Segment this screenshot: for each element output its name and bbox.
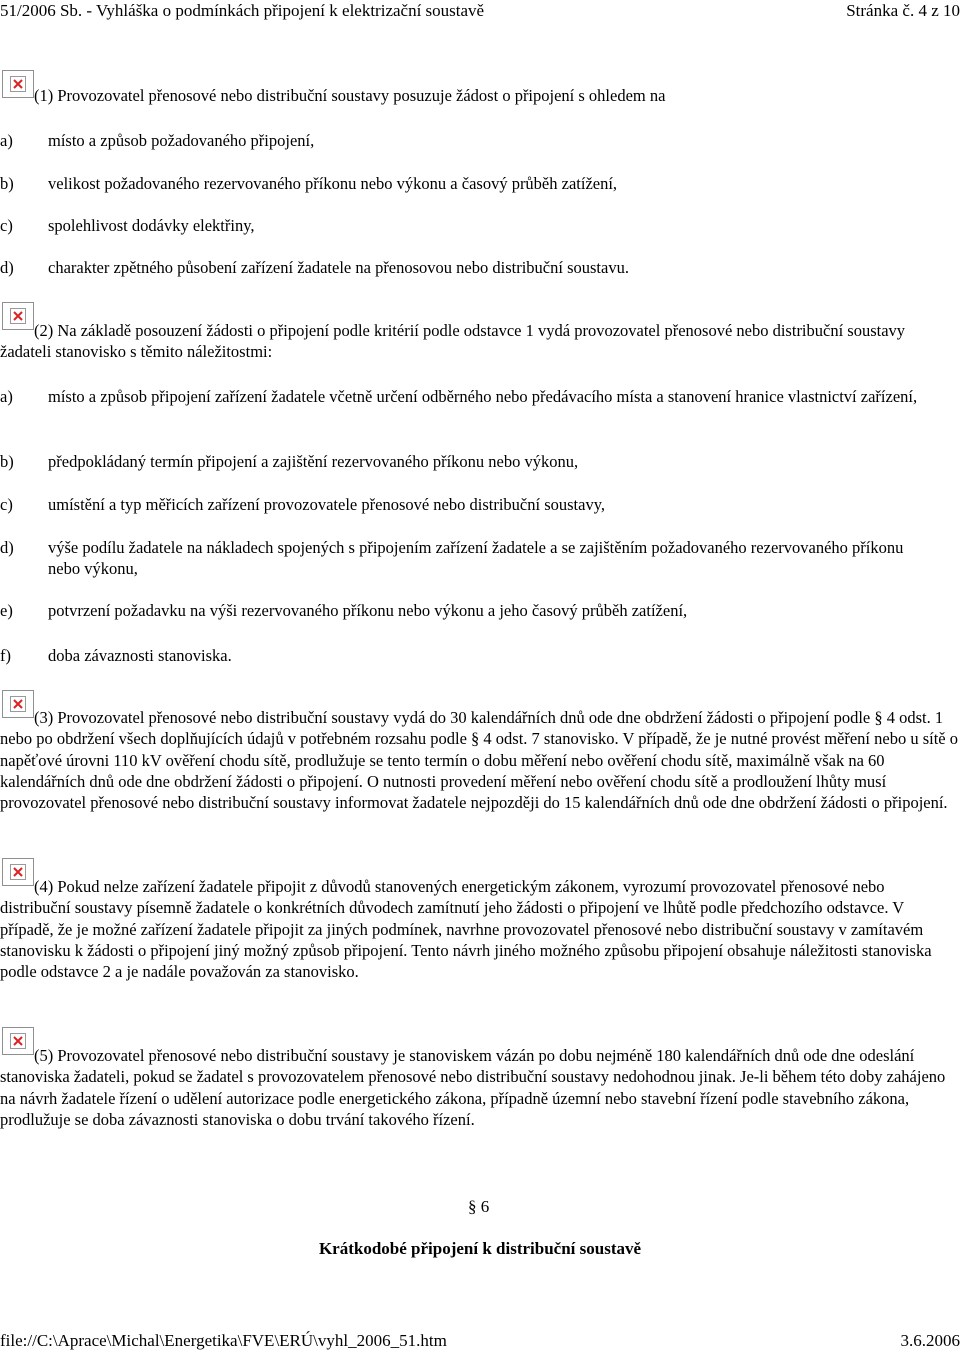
- p1-item-d-text: charakter zpětného působení zařízení žadatele na přenosovou nebo distribuční soustavu.: [48, 258, 629, 277]
- paragraph-1-intro: (1) Provozovatel přenosové nebo distribuční soustavy posuzuje žádost o připojení s ohledem na: [34, 86, 666, 105]
- p2-item-b-label: b): [0, 452, 14, 471]
- paragraph-3: (3) Provozovatel přenosové nebo distribuční soustavy vydá do 30 kalendářních dnů ode dne obdržení žádosti o připojení podle § 4 odst. 1 nebo po obdržení všech doplňujících údajů v potřebném rozsahu podle § 4 odst. 7 stanovisko. V případě, že je nutné provést měření nebo u sítě o napěťové úrovni 110 kV ověření chodu sítě, prodlužuje se tento termín o dobu měření nebo ověření chodu sítě, maximálně však na 60 kalendářních dnů ode dne obdržení žádosti o připojení. O nutnosti provedení měření nebo ověření chodu sítě a prodloužení lhůty musí provozovatel přenosové nebo distribuční soustavy informovat žadatele nejpozději do 15 kalendářních dnů ode dne obdržení žádosti o připojení.: [0, 708, 959, 813]
- p2-item-a-text: místo a způsob připojení zařízení žadatele včetně určení odběrného nebo předávacího místa a stanovení hranice vlastnictví zařízení,: [48, 387, 918, 406]
- p2-item-a-label: a): [0, 387, 13, 406]
- footer-file-path: file://C:\Aprace\Michal\Energetika\FVE\ERÚ\vyhl_2006_51.htm: [0, 1331, 447, 1350]
- p2-item-f-label: f): [0, 646, 11, 665]
- p2-item-d-text: výše podílu žadatele na nákladech spojených s připojením zařízení žadatele a se zajištěním požadovaného rezervovaného příkonu nebo výkonu,: [48, 538, 904, 579]
- page-header-pagenum: Stránka č. 4 z 10: [846, 1, 960, 20]
- p1-item-c-text: spolehlivost dodávky elektřiny,: [48, 216, 255, 235]
- p1-item-c-label: c): [0, 216, 13, 235]
- paragraph-2-intro: (2) Na základě posouzení žádosti o připojení podle kritérií podle odstavce 1 vydá provozovatel přenosové nebo distribuční soustavy žadateli stanovisko s těmito náležitostmi:: [0, 321, 906, 362]
- page-header-title: 51/2006 Sb. - Vyhláška o podmínkách připojení k elektrizační soustavě: [0, 1, 485, 20]
- p2-item-c-text: umístění a typ měřicích zařízení provozovatele přenosové nebo distribuční soustavy,: [48, 495, 606, 514]
- p2-item-b-text: předpokládaný termín připojení a zajištění rezervovaného příkonu nebo výkonu,: [48, 452, 579, 471]
- p1-item-d-label: d): [0, 258, 14, 277]
- section-mark: § 6: [468, 1197, 490, 1216]
- section-title: Krátkodobé připojení k distribuční soustavě: [318, 1239, 642, 1258]
- paragraph-5: (5) Provozovatel přenosové nebo distribuční soustavy je stanoviskem vázán po dobu nejméně 180 kalendářních dnů ode dne odeslání stanoviska žadateli, pokud se žadatel s provozovatelem přenosové nebo distribuční soustavy nedohodnou jinak. Je-li během této doby zahájeno na návrh žadatele řízení o udělení autorizace podle energetického zákona, případně územní nebo stavební řízení podle stavebního zákona, prodlužuje se doba závaznosti stanoviska o dobu trvání takového řízení.: [0, 1046, 946, 1129]
- paragraph-4: (4) Pokud nelze zařízení žadatele připojit z důvodů stanovených energetickým zákonem, vyrozumí provozovatel přenosové nebo distribuční soustavy písemně žadatele o konkrétních důvodech zamítnutí jeho žádosti o připojení ve lhůtě podle předchozího odstavce. V případě, že je možné zařízení žadatele připojit za jiných podmínek, navrhne provozovatel přenosové nebo distribuční soustavy v zamítavém stanovisku k žádosti o připojení jiný možný způsob připojení. Tento návrh jiného možného způsobu připojení obsahuje náležitosti stanoviska podle odstavce 2 a je nadále považován za stanovisko.: [0, 877, 932, 982]
- p2-item-e-label: e): [0, 601, 13, 620]
- footer-date: 3.6.2006: [900, 1331, 960, 1350]
- p1-item-a-label: a): [0, 131, 13, 150]
- broken-image-icon: [2, 70, 34, 98]
- p1-item-a-text: místo a způsob požadovaného připojení,: [48, 131, 315, 150]
- p2-item-e-text: potvrzení požadavku na výši rezervovaného příkonu nebo výkonu a jeho časový průběh zatížení,: [48, 601, 688, 620]
- p2-item-d-label: d): [0, 538, 14, 557]
- p1-item-b-text: velikost požadovaného rezervovaného příkonu nebo výkonu a časový průběh zatížení,: [48, 174, 618, 193]
- p2-item-f-text: doba závaznosti stanoviska.: [48, 646, 232, 665]
- p1-item-b-label: b): [0, 174, 14, 193]
- p2-item-c-label: c): [0, 495, 13, 514]
